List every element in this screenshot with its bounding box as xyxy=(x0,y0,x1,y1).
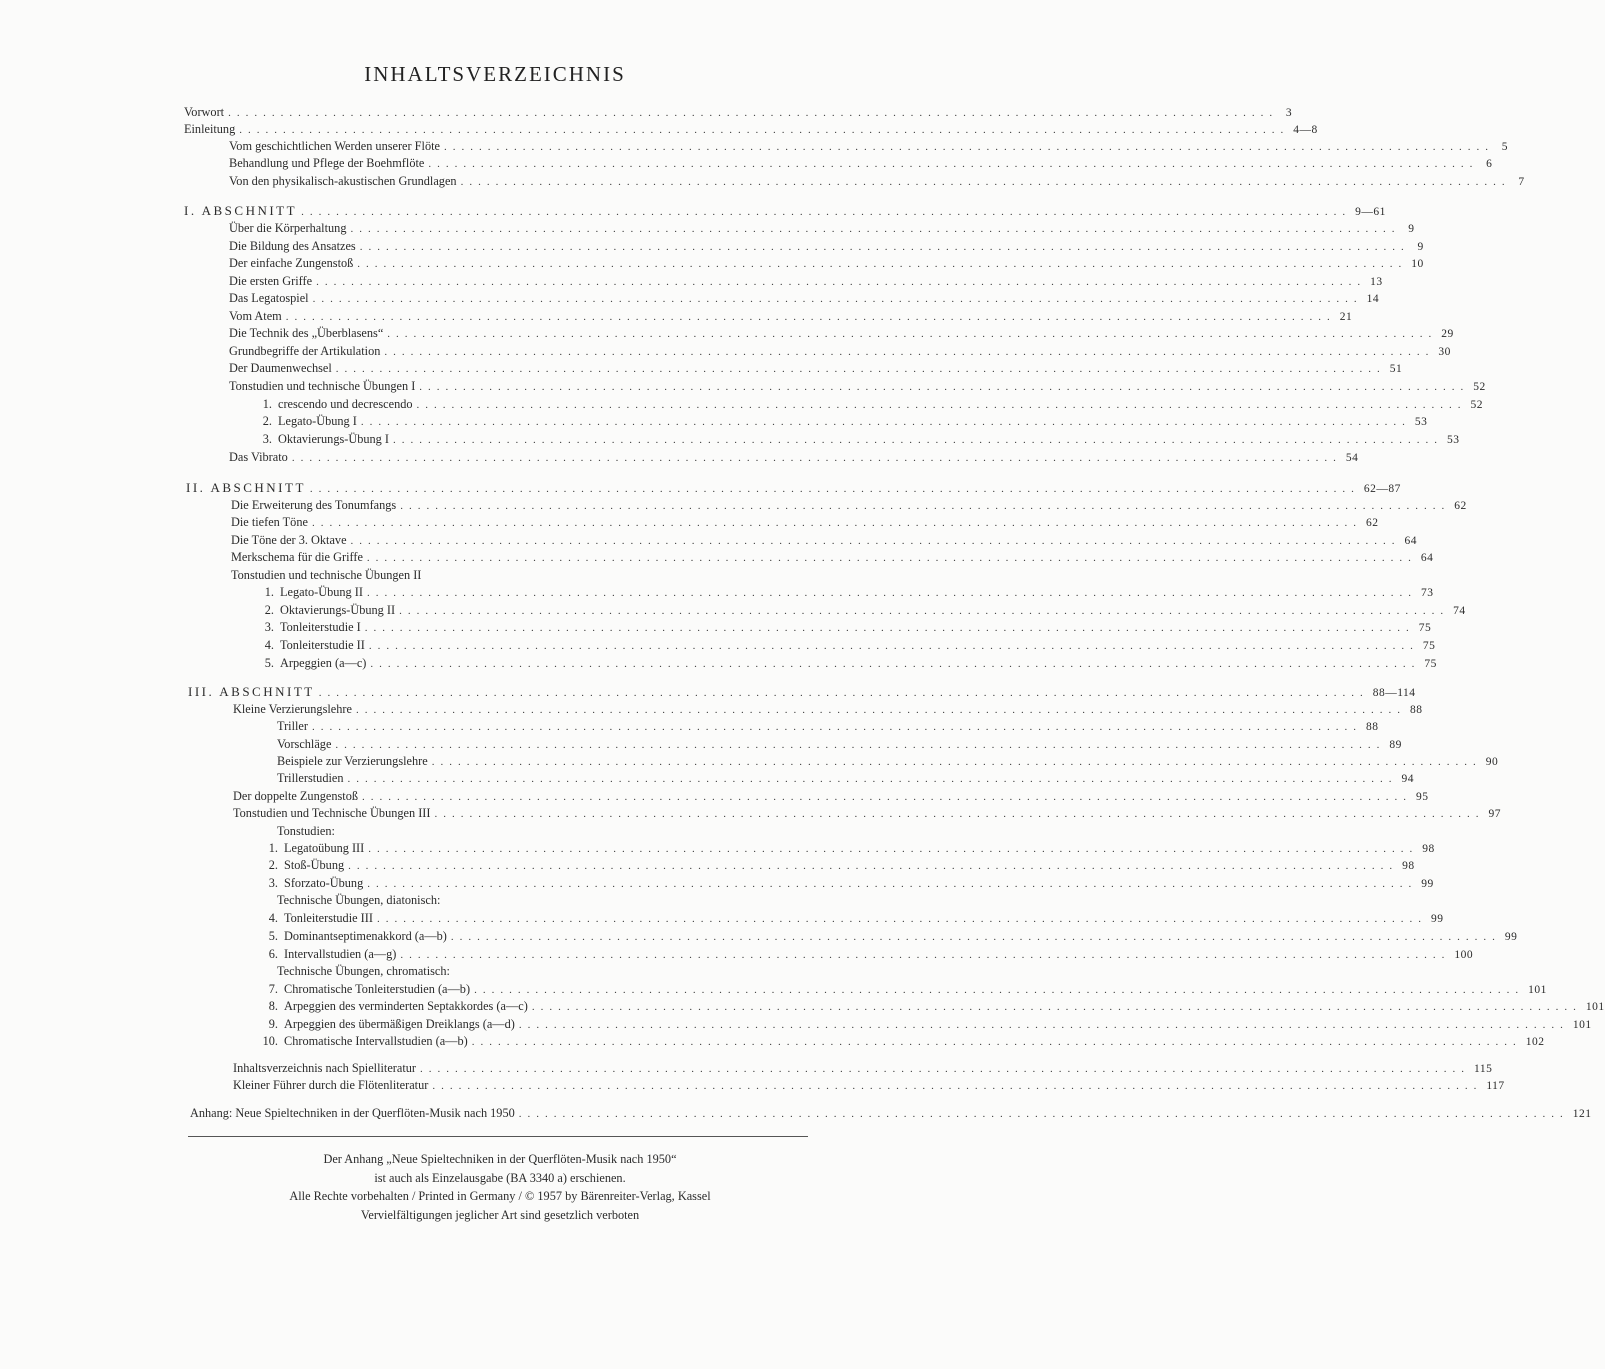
dot-leader: ........................................................................................................................ xyxy=(367,878,1418,890)
toc-entry-label: Arpeggien des übermäßigen Dreiklangs (a—d) xyxy=(284,1017,515,1031)
toc-entry-label: Intervallstudien (a—g) xyxy=(284,947,397,961)
toc-page-number: 98 xyxy=(1402,860,1415,872)
toc-page-number: 29 xyxy=(1441,328,1454,340)
toc-entry-number: 3. xyxy=(268,876,278,890)
toc-entry xyxy=(250,431,1460,448)
dot-leader: ........................................................................................................................ xyxy=(347,773,1398,785)
toc-page-number: 75 xyxy=(1424,658,1437,670)
toc-entry xyxy=(229,325,1454,342)
toc-entry xyxy=(277,892,808,909)
toc-entry-label: Tonleiterstudie II xyxy=(280,638,365,652)
dot-leader: ........................................................................................................................ xyxy=(531,1001,1582,1013)
toc-entry-label: Stoß-Übung xyxy=(284,858,345,872)
toc-entry-label: Tonstudien und technische Übungen I xyxy=(229,379,416,393)
dot-leader: ........................................................................................................................ xyxy=(362,791,1412,803)
toc-page-number: 53 xyxy=(1447,434,1460,446)
toc-entry xyxy=(233,805,1501,822)
toc-page-number: 121 xyxy=(1572,1108,1592,1120)
dot-leader: ........................................................................................................................ xyxy=(420,1063,1471,1075)
dot-leader: ........................................................................................................................ xyxy=(239,124,1290,136)
dot-leader: ........................................................................................................................ xyxy=(316,276,1367,288)
dot-leader: ........................................................................................................................ xyxy=(285,311,1336,323)
toc-entry xyxy=(233,701,1423,718)
toc-page-number: 90 xyxy=(1485,756,1499,768)
toc-entry xyxy=(277,823,808,840)
toc-page-number: 95 xyxy=(1416,791,1429,803)
dot-leader: ........................................................................................................................ xyxy=(364,622,1415,634)
toc-page-number: 62—87 xyxy=(1363,483,1401,495)
toc-page-number: 51 xyxy=(1389,363,1403,375)
toc-entry-label: Technische Übungen, chromatisch: xyxy=(277,964,450,978)
toc-page-number: 13 xyxy=(1370,276,1383,288)
toc-entry-label: Oktavierungs-Übung I xyxy=(278,432,389,446)
dot-leader: ........................................................................................................................ xyxy=(291,452,1342,464)
toc-entry-label: Triller xyxy=(277,719,308,733)
toc-entry xyxy=(256,928,1518,945)
toc-entry xyxy=(229,138,1508,155)
toc-section-heading xyxy=(188,683,1416,700)
toc-entry-number: 1. xyxy=(268,841,278,855)
dot-leader: ........................................................................................................................ xyxy=(428,158,1479,170)
toc-entry-label: Sforzato-Übung xyxy=(284,876,364,890)
toc-page-number: 115 xyxy=(1474,1063,1493,1075)
toc-entry-label: Kleiner Führer durch die Flötenliteratur xyxy=(233,1078,429,1092)
toc-entry-label: Die tiefen Töne xyxy=(231,515,308,529)
toc-page-number: 101 xyxy=(1585,1001,1605,1013)
toc-entry-label: Die Töne der 3. Oktave xyxy=(231,533,347,547)
toc-entry-label: Die Bildung des Ansatzes xyxy=(229,239,356,253)
toc-page-number: 88 xyxy=(1365,721,1379,733)
toc-page-number: 4—8 xyxy=(1293,124,1318,136)
toc-entry-label: Legato-Übung I xyxy=(278,414,357,428)
toc-entry-number: 2. xyxy=(264,603,274,617)
dot-leader: ........................................................................................................................ xyxy=(431,756,1482,768)
toc-page-number: 53 xyxy=(1414,416,1428,428)
toc-entry xyxy=(277,770,1414,787)
dot-leader: ........................................................................................................................ xyxy=(416,399,1467,411)
toc-entry-number: 1. xyxy=(264,585,274,599)
footer-line-2: ist auch als Einzelausgabe (BA 3340 a) erschienen. xyxy=(374,1170,626,1185)
toc-page-number: 99 xyxy=(1504,931,1518,943)
toc-entry-label: Tonstudien: xyxy=(277,824,335,838)
toc-entry-label: Behandlung und Pflege der Boehmflöte xyxy=(229,156,425,170)
toc-entry-number: 5. xyxy=(268,929,278,943)
toc-entry-label: Das Vibrato xyxy=(229,450,288,464)
toc-entry-label: Legatoübung III xyxy=(284,841,365,855)
toc-entry xyxy=(231,532,1418,549)
toc-entry xyxy=(229,273,1383,290)
dot-leader: ........................................................................................................................ xyxy=(359,241,1410,253)
toc-page-number: 64 xyxy=(1420,552,1434,564)
toc-entry xyxy=(252,637,1436,654)
toc-page-number: 75 xyxy=(1418,622,1432,634)
toc-entry xyxy=(256,946,1474,963)
toc-entry xyxy=(229,255,1424,272)
toc-page-number: 75 xyxy=(1422,640,1436,652)
toc-entry xyxy=(229,173,1525,190)
toc-page-number: 52 xyxy=(1470,399,1484,411)
toc-page-number: 98 xyxy=(1422,843,1435,855)
dot-leader: ........................................................................................................................ xyxy=(399,605,1450,617)
toc-entry-label: Tonleiterstudie III xyxy=(284,911,373,925)
toc-page-number: 117 xyxy=(1486,1080,1505,1092)
toc-entry xyxy=(277,736,1402,753)
toc-page-number: 54 xyxy=(1345,452,1359,464)
toc-page-number: 99 xyxy=(1430,913,1444,925)
toc-entry-label: Der doppelte Zungenstoß xyxy=(233,789,358,803)
dot-leader: ........................................................................................................................ xyxy=(432,1080,1483,1092)
footer-line-1: Der Anhang „Neue Spieltechniken in der Querflöten-Musik nach 1950“ xyxy=(323,1152,677,1166)
footer-line-4: Vervielfältigungen jeglicher Art sind gesetzlich verboten xyxy=(360,1207,640,1222)
dot-leader: ........................................................................................................................ xyxy=(366,587,1417,599)
dot-leader: ........................................................................................................................ xyxy=(518,1108,1569,1120)
toc-entry-label: Grundbegriffe der Artikulation xyxy=(229,344,381,358)
toc-entry xyxy=(190,1105,1592,1122)
toc-entry-label: Chromatische Intervallstudien (a—b) xyxy=(284,1034,468,1048)
toc-entry xyxy=(252,602,1466,619)
dot-leader: ........................................................................................................................ xyxy=(360,416,1411,428)
dot-leader: ........................................................................................................................ xyxy=(460,176,1511,188)
toc-page-number: 62 xyxy=(1365,517,1379,529)
toc-entry-number: 3. xyxy=(262,432,272,446)
toc-page-number: 102 xyxy=(1525,1036,1545,1048)
toc-entry-label: Die Erweiterung des Tonumfangs xyxy=(231,498,397,512)
toc-entry xyxy=(233,1060,1493,1077)
toc-page-number: 89 xyxy=(1389,739,1402,751)
dot-leader: ........................................................................................................................ xyxy=(366,552,1417,564)
toc-entry-label: Tonleiterstudie I xyxy=(280,620,361,634)
dot-leader: ........................................................................................................................ xyxy=(387,328,1438,340)
dot-leader: ........................................................................................................................ xyxy=(400,949,1451,961)
toc-entry-label: Inhaltsverzeichnis nach Spielliteratur xyxy=(233,1061,417,1075)
toc-entry xyxy=(231,549,1434,566)
dot-leader: ........................................................................................................................ xyxy=(228,107,1279,119)
toc-entry-label: Die ersten Griffe xyxy=(229,274,313,288)
toc-page-number: 62 xyxy=(1454,500,1467,512)
toc-page-number: 14 xyxy=(1366,293,1380,305)
toc-entry xyxy=(256,875,1434,892)
toc-page-number: 88—114 xyxy=(1372,687,1416,699)
dot-leader: ........................................................................................................................ xyxy=(368,843,1419,855)
toc-entry-number: 4. xyxy=(264,638,274,652)
toc-entry-number: 5. xyxy=(264,656,274,670)
toc-entry-number: 3. xyxy=(264,620,274,634)
toc-entry-label: Tonstudien und technische Übungen II xyxy=(231,568,422,582)
toc-entry xyxy=(256,857,1415,874)
dot-leader: ........................................................................................................................ xyxy=(434,808,1485,820)
toc-entry-label: III. ABSCHNITT xyxy=(188,684,315,699)
toc-page-number: 9 xyxy=(1408,223,1415,235)
toc-entry-label: crescendo und decrescendo xyxy=(278,397,413,411)
dot-leader: ........................................................................................................................ xyxy=(419,381,1470,393)
toc-page-number: 100 xyxy=(1454,949,1474,961)
footer-line-3: Alle Rechte vorbehalten / Printed in Germany / © 1957 by Bärenreiter-Verlag, Kassel xyxy=(289,1189,711,1203)
toc-entry xyxy=(256,981,1547,998)
toc-page-number: 7 xyxy=(1518,176,1525,188)
toc-entry-number: 7. xyxy=(268,982,278,996)
imprint-footer xyxy=(0,1150,1000,1224)
toc-entry xyxy=(256,1033,1545,1050)
toc-entry xyxy=(229,360,1403,377)
toc-entry-label: Der einfache Zungenstoß xyxy=(229,256,354,270)
toc-entry xyxy=(231,514,1379,531)
toc-entry-label: I. ABSCHNITT xyxy=(184,203,298,218)
toc-entry xyxy=(229,155,1493,172)
toc-page-number: 101 xyxy=(1572,1019,1592,1031)
toc-page-number: 52 xyxy=(1473,381,1486,393)
toc-page-number: 97 xyxy=(1488,808,1501,820)
toc-entry xyxy=(256,998,1605,1015)
dot-leader: ........................................................................................................................ xyxy=(350,223,1401,235)
toc-entry-number: 1. xyxy=(262,397,272,411)
toc-entry-label: Chromatische Tonleiterstudien (a—b) xyxy=(284,982,471,996)
toc-entry xyxy=(231,567,808,584)
page-title: INHALTSVERZEICHNIS xyxy=(364,62,626,86)
toc-page-number: 74 xyxy=(1453,605,1466,617)
toc-entry xyxy=(250,396,1484,413)
toc-section-heading xyxy=(186,479,1401,496)
dot-leader: ........................................................................................................................ xyxy=(311,517,1362,529)
toc-entry-label: Das Legatospiel xyxy=(229,291,309,305)
dot-leader: ........................................................................................................................ xyxy=(450,931,1501,943)
toc-entry xyxy=(256,910,1444,927)
toc-entry-label: Anhang: Neue Spieltechniken in der Querflöten-Musik nach 1950 xyxy=(190,1106,515,1120)
toc-entry-number: 6. xyxy=(268,947,278,961)
dot-leader: ........................................................................................................................ xyxy=(400,500,1451,512)
toc-entry xyxy=(256,1016,1592,1033)
toc-entry-label: Beispiele zur Verzierungslehre xyxy=(277,754,428,768)
toc-entry-label: Merkschema für die Griffe xyxy=(231,550,363,564)
toc-entry-label: II. ABSCHNITT xyxy=(186,480,306,495)
toc-entry xyxy=(250,413,1428,430)
toc-entry-label: Arpeggien (a—c) xyxy=(280,656,367,670)
dot-leader: ........................................................................................................................ xyxy=(318,687,1369,699)
toc-entry-label: Technische Übungen, diatonisch: xyxy=(277,893,441,907)
toc-page-number: 10 xyxy=(1411,258,1424,270)
toc-page-number: 94 xyxy=(1401,773,1414,785)
toc-entry xyxy=(184,121,1318,138)
dot-leader: ........................................................................................................................ xyxy=(368,640,1419,652)
toc-entry xyxy=(184,104,1293,121)
dot-leader: ........................................................................................................................ xyxy=(348,860,1399,872)
toc-page-number: 99 xyxy=(1421,878,1434,890)
toc-entry-number: 4. xyxy=(268,911,278,925)
toc-entry xyxy=(229,308,1353,325)
toc-entry-number: 10. xyxy=(262,1034,278,1048)
toc-entry xyxy=(233,1077,1505,1094)
dot-leader: ........................................................................................................................ xyxy=(474,984,1525,996)
toc-entry-label: Tonstudien und Technische Übungen III xyxy=(233,806,431,820)
toc-entry-label: Der Daumenwechsel xyxy=(229,361,332,375)
toc-entry xyxy=(229,378,1486,395)
toc-page-number: 101 xyxy=(1528,984,1547,996)
toc-entry-label: Legato-Übung II xyxy=(280,585,363,599)
toc-entry-label: Über die Körperhaltung xyxy=(229,221,347,235)
dot-leader: ........................................................................................................................ xyxy=(335,363,1386,375)
toc-entry-label: Vom geschichtlichen Werden unserer Flöte xyxy=(229,139,440,153)
toc-entry-number: 9. xyxy=(268,1017,278,1031)
toc-entry xyxy=(229,238,1424,255)
toc-entry-label: Die Technik des „Überblasens“ xyxy=(229,326,384,340)
toc-page-number: 5 xyxy=(1501,141,1508,153)
dot-leader: ........................................................................................................................ xyxy=(335,739,1386,751)
toc-entry-label: Einleitung xyxy=(184,122,236,136)
toc-entry-label: Arpeggien des verminderten Septakkordes (a—c) xyxy=(284,999,528,1013)
divider-rule xyxy=(188,1136,808,1137)
toc-entry-number: 2. xyxy=(262,414,272,428)
toc-entry xyxy=(252,619,1432,636)
toc-entry xyxy=(229,220,1415,237)
toc-entry-label: Trillerstudien xyxy=(277,771,344,785)
dot-leader: ........................................................................................................................ xyxy=(312,293,1363,305)
toc-entry xyxy=(256,840,1435,857)
toc-entry-label: Vorwort xyxy=(184,105,225,119)
toc-entry xyxy=(277,963,808,980)
toc-entry-number: 2. xyxy=(268,858,278,872)
dot-leader: ........................................................................................................................ xyxy=(311,721,1362,733)
dot-leader: ........................................................................................................................ xyxy=(518,1019,1569,1031)
dot-leader: ........................................................................................................................ xyxy=(355,704,1406,716)
dot-leader: ........................................................................................................................ xyxy=(393,434,1443,446)
dot-leader: ........................................................................................................................ xyxy=(309,483,1360,495)
toc-entry xyxy=(229,343,1451,360)
toc-entry-label: Vorschläge xyxy=(277,737,332,751)
toc-entry xyxy=(252,655,1437,672)
toc-entry xyxy=(229,449,1359,466)
toc-page-number: 6 xyxy=(1486,158,1493,170)
dot-leader: ........................................................................................................................ xyxy=(471,1036,1522,1048)
dot-leader: ........................................................................................................................ xyxy=(376,913,1427,925)
toc-page-number: 21 xyxy=(1339,311,1353,323)
dot-leader: ........................................................................................................................ xyxy=(370,658,1421,670)
toc-page-number: 30 xyxy=(1438,346,1451,358)
toc-entry xyxy=(231,497,1467,514)
toc-section-heading xyxy=(184,202,1386,219)
toc-entry-label: Dominantseptimenakkord (a—b) xyxy=(284,929,447,943)
toc-entry-label: Vom Atem xyxy=(229,309,282,323)
dot-leader: ........................................................................................................................ xyxy=(384,346,1435,358)
toc-entry xyxy=(233,788,1429,805)
dot-leader: ........................................................................................................................ xyxy=(301,206,1352,218)
toc-entry xyxy=(277,753,1499,770)
toc-entry-label: Kleine Verzierungslehre xyxy=(233,702,352,716)
toc-page-number: 9 xyxy=(1417,241,1424,253)
dot-leader: ........................................................................................................................ xyxy=(350,535,1401,547)
toc-entry-number: 8. xyxy=(268,999,278,1013)
toc-entry xyxy=(229,290,1380,307)
toc-page-number: 88 xyxy=(1409,704,1423,716)
toc-page-number: 3 xyxy=(1285,107,1293,119)
toc-entry-label: Oktavierungs-Übung II xyxy=(280,603,396,617)
toc-page-number: 73 xyxy=(1420,587,1434,599)
toc-page-number: 9—61 xyxy=(1355,206,1386,218)
dot-leader: ........................................................................................................................ xyxy=(357,258,1408,270)
toc-page-number: 64 xyxy=(1404,535,1418,547)
toc-entry xyxy=(277,718,1379,735)
toc-entry xyxy=(252,584,1434,601)
dot-leader: ........................................................................................................................ xyxy=(443,141,1494,153)
toc-entry-label: Von den physikalisch-akustischen Grundlagen xyxy=(229,174,457,188)
